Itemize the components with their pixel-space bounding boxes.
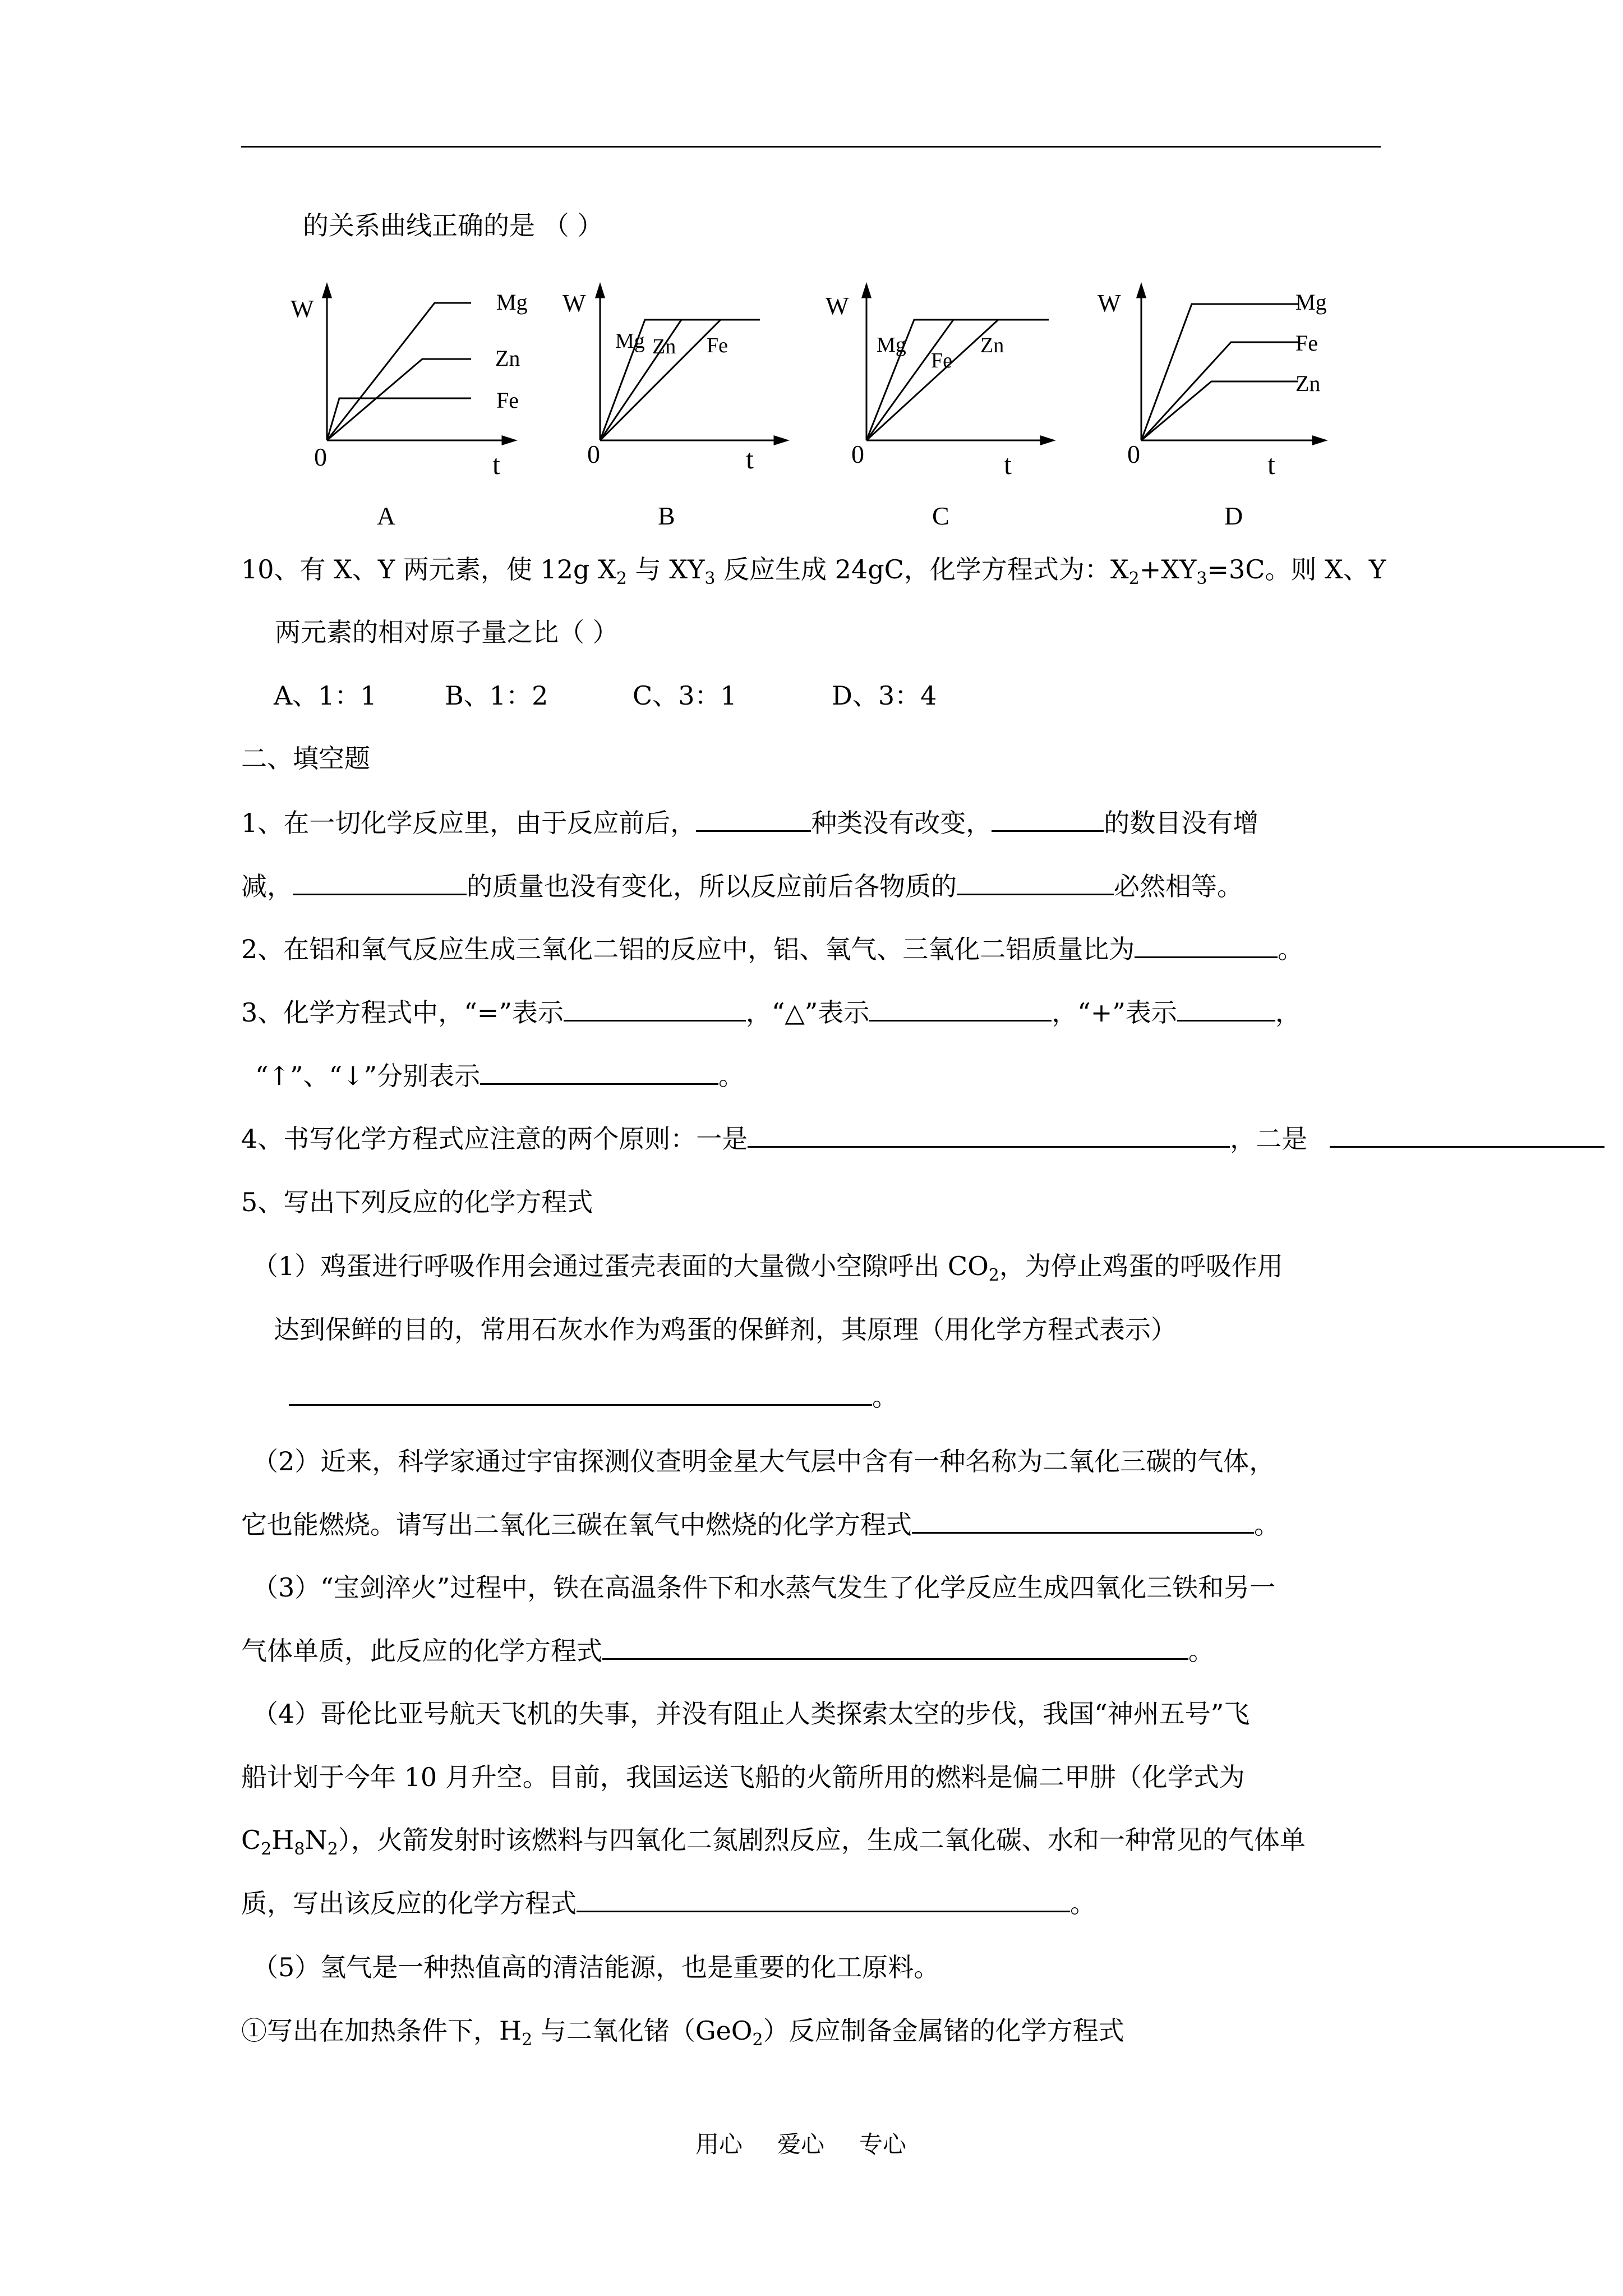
graph-b-series-zn: Zn [652, 335, 676, 358]
question-10-line2: 两元素的相对原子量之比（ ） [275, 617, 619, 647]
question-9-tail: 的关系曲线正确的是 （ ） [303, 210, 603, 241]
graph-c-ylabel: W [826, 292, 849, 320]
fill-5-title: 5、写出下列反应的化学方程式 [241, 1187, 593, 1217]
question-10: 10、有 X、Y 两元素，使 12g $X_2$ 与 $XY_3$ 反应生成 24gC，化学方程式为：$X_2+XY_3=3C$。则 X、Y [241, 554, 1386, 589]
fill-5-4-line1: （4）哥伦比亚号航天飞机的失事，并没有阻止人类探索太空的步伐，我国“神州五号”飞 [252, 1699, 1250, 1729]
answer-blank[interactable] [912, 1508, 1254, 1534]
page-footer [695, 2126, 906, 2160]
curve-mg [327, 303, 471, 440]
graph-a-series-fe: Fe [496, 388, 519, 413]
graph-a-series-mg: Mg [496, 289, 528, 315]
answer-blank[interactable] [577, 1887, 1070, 1912]
blank[interactable] [1330, 1122, 1604, 1148]
fill-1-line2: 减， 的质量也没有变化，所以反应前后各物质的 必然相等。 [241, 871, 1243, 901]
y-axis-arrow [596, 285, 604, 297]
footer-word: 爱心 [777, 2131, 825, 2158]
fill-5-5-intro: （5）氢气是一种热值高的清洁能源，也是重要的化工原料。 [252, 1952, 940, 1982]
graph-d-letter: D [1224, 501, 1243, 530]
graph-d-origin: 0 [1127, 440, 1140, 468]
footer-word: 专心 [859, 2131, 907, 2158]
graph-c-origin: 0 [851, 440, 864, 468]
graph-a-series-zn: Zn [495, 346, 520, 371]
option-b: B、1：2 [445, 680, 548, 711]
y-axis-arrow [1137, 285, 1145, 297]
graph-d-xlabel: t [1267, 449, 1275, 480]
graph-d-series-zn: Zn [1295, 371, 1321, 396]
blank[interactable] [992, 807, 1104, 832]
x-axis-arrow [1313, 436, 1325, 444]
fill-5-2-line1: （2）近来，科学家通过宇宙探测仪查明金星大气层中含有一种名称为二氧化三碳的气体， [252, 1446, 1275, 1476]
blank[interactable] [564, 996, 746, 1022]
fill-2: 2、在铝和氧气反应生成三氧化二铝的反应中，铝、氧气、三氧化二铝质量比为 。 [241, 934, 1304, 964]
fill-3-line1: 3、化学方程式中，“=”表示 ，“△”表示 ，“+”表示 ， [241, 997, 1301, 1028]
question-10-options [274, 679, 937, 712]
graph-c-series-zn: Zn [980, 334, 1004, 357]
option-c: C、3：1 [633, 680, 737, 711]
graph-b-origin: 0 [587, 440, 600, 468]
graph-c-series-mg: Mg [877, 333, 906, 357]
curve-zn [327, 359, 471, 440]
x-axis-arrow [502, 436, 515, 444]
option-d: D、3：4 [832, 680, 937, 711]
blank[interactable] [293, 870, 467, 895]
graph-b [552, 275, 810, 539]
fill-5-4-line2: 船计划于今年 10 月升空。目前，我国运送飞船的火箭所用的燃料是偏二甲肼（化学式为 [241, 1762, 1245, 1792]
blank[interactable] [957, 870, 1114, 895]
answer-blank[interactable] [602, 1635, 1188, 1660]
fill-3-line2: “↑”、“↓”分别表示 。 [255, 1061, 745, 1091]
section-heading: 二、填空题 [241, 743, 370, 774]
fill-5-3-line2: 气体单质，此反应的化学方程式 。 [241, 1636, 1214, 1666]
graph-c [819, 275, 1077, 539]
graph-b-ylabel: W [562, 289, 586, 317]
graph-a-letter: A [377, 501, 396, 530]
blank[interactable] [1135, 933, 1278, 958]
fill-5-1-line2: 达到保鲜的目的，常用石灰水作为鸡蛋的保鲜剂，其原理（用化学方程式表示） [274, 1314, 1177, 1345]
graph-a-ylabel: W [291, 295, 314, 323]
graph-b-series-fe: Fe [707, 334, 728, 357]
graph-c-letter: C [932, 501, 949, 530]
graph-d-series-fe: Fe [1295, 330, 1318, 356]
answer-blank[interactable] [289, 1381, 872, 1406]
fill-5-1-line1: （1）鸡蛋进行呼吸作用会通过蛋壳表面的大量微小空隙呼出 $CO_2$，为停止鸡蛋的呼吸作用 [252, 1251, 1283, 1286]
graph-c-series-fe: Fe [931, 349, 952, 372]
blank[interactable] [1177, 996, 1275, 1022]
graph-b-series-mg: Mg [615, 329, 645, 353]
option-a: A、1：1 [274, 680, 377, 711]
fill-4: 4、书写化学方程式应注意的两个原则：一是 ，二是 [241, 1122, 1604, 1156]
x-axis-arrow [1041, 436, 1053, 444]
graph-a-xlabel: t [492, 449, 500, 480]
y-axis-arrow [863, 285, 870, 297]
graph-b-xlabel: t [746, 443, 754, 475]
curve-fe [1141, 342, 1298, 440]
y-axis-arrow [323, 285, 331, 297]
fill-5-5-sub1: ①写出在加热条件下，$H_2$ 与二氧化锗（GeO$_2$）反应制备金属锗的化学方程式 [241, 2016, 1124, 2050]
fill-1-line1: 1、在一切化学反应里，由于反应前后， 种类没有改变， 的数目没有增 [241, 808, 1259, 838]
graph-b-letter: B [658, 501, 675, 530]
graph-d [1091, 275, 1349, 539]
blank[interactable] [869, 996, 1052, 1022]
fill-5-2-line2: 它也能燃烧。请写出二氧化三碳在氧气中燃烧的化学方程式 。 [241, 1510, 1280, 1540]
footer-word: 用心 [695, 2131, 743, 2158]
curve-zn [1141, 381, 1298, 440]
fill-5-3-line1: （3）“宝剑淬火”过程中，铁在高温条件下和水蒸气发生了化学反应生成四氧化三铁和另一 [252, 1572, 1276, 1603]
blank[interactable] [480, 1060, 718, 1085]
blank[interactable] [748, 1122, 1230, 1148]
fill-5-1-answer: 。 [289, 1380, 898, 1414]
curve-fe [327, 398, 471, 440]
graph-d-ylabel: W [1098, 289, 1121, 317]
fill-5-4-line4: 质，写出该反应的化学方程式 。 [241, 1888, 1096, 1918]
graph-c-xlabel: t [1004, 449, 1012, 480]
x-axis-arrow [774, 436, 787, 444]
header-rule [241, 146, 1381, 148]
graph-a [280, 275, 538, 539]
graph-a-origin: 0 [314, 443, 327, 471]
blank[interactable] [696, 807, 811, 832]
fill-5-4-line3: $C_2H_8N_2$），火箭发射时该燃料与四氧化二氮剧烈反应，生成二氧化碳、水和一种常见的气体单 [241, 1825, 1306, 1860]
graph-d-series-mg: Mg [1295, 289, 1327, 315]
